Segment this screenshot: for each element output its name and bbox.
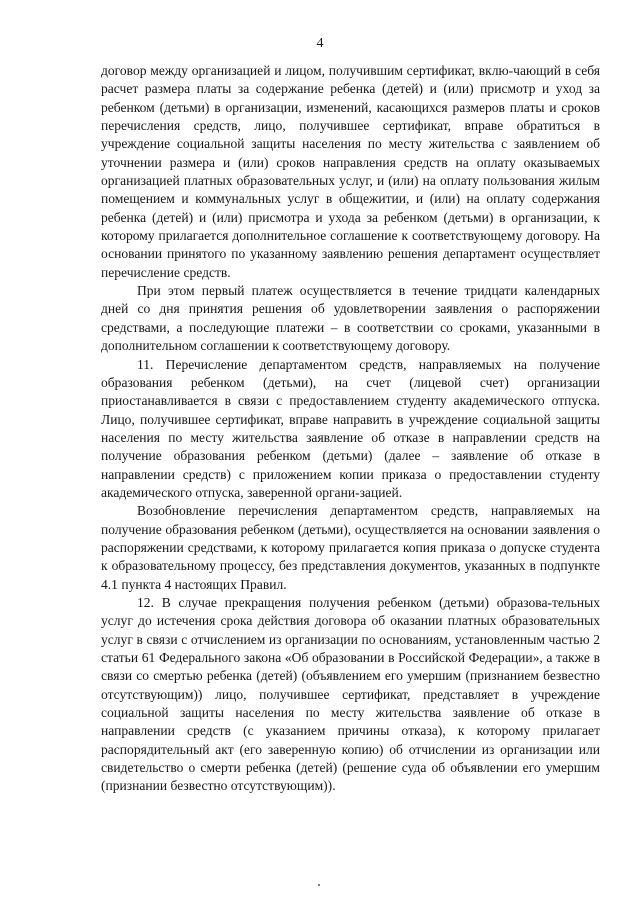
paragraph-first-payment: При этом первый платеж осуществляется в течение тридцати календарных дней со дня принятия решения об удовлетворении заявления о распоряжении средствами, а последующие платежи – в соответствии со сроками, указанными в дополнительном соглашении к соответствующему договору. [101, 283, 600, 354]
paragraph-resumption: Возобновление перечисления департаментом средств, направляемых на получение образования ребенком (детьми), осуществляется на основании заявления о распоряжении средствами, к которому прилагается копия приказа о допуске студента к образовательному процессу, без представления документов, указанных в подпункте 4.1 пункта 4 настоящих Правил. [101, 503, 600, 592]
paragraph-section-11: 11. Перечисление департаментом средств, направляемых на получение образования ребенком (детьми), на счет (лицевой счет) организации приостанавливается в связи с предоставлением студенту академического отпуска. Лицо, получившее сертификат, вправе направить в учреждение социальной защиты населения по месту жительства заявление об отказе в направлении средств на получение образования ребенком (детьми) (далее – заявление об отказе в направлении средств) с приложением копии приказа о предоставлении студенту академического отпуска, заверенной органи-зацией. [101, 356, 600, 500]
scan-speck [318, 884, 320, 886]
page-number: 4 [316, 36, 324, 51]
paragraph-section-12: 12. В случае прекращения получения ребенком (детьми) образова-тельных услуг до истечения срока действия договора об оказании платных образовательных услуг в связи с отчислением из организации по основаниям, установленным частью 2 статьи 61 Федерального закона «Об образовании в Российской Федерации», а также в связи со смертью ребенка (детей) (объявлением его умершим (признанием безвестно отсутствующим)) лицо, получившее сертификат, представляет в учреждение социальной защиты населения по месту жительства заявление об отказе в направлении средств (с указанием причины отказа), к которому прилагает распорядительный акт (его заверенную копию) об отчислении из организации или свидетельство о смерти ребенка (детей) (решение суда об объявлении его умершим (признании безвестно отсутствующим)). [101, 594, 600, 794]
document-body [101, 62, 600, 796]
paragraph-contract-amendment: договор между организацией и лицом, получившим сертификат, вклю-чающий в себя расчет размера платы за содержание ребенка (детей) и (или) присмотр и уход за ребенком (детьми) в организации, изменений, касающихся размеров платы и сроков перечисления средств, лицо, получившее сертификат, вправе обратиться в учреждение социальной защиты населения по месту жительства с заявлением об уточнении размера и (или) сроков направления средств на оплату оказываемых организацией платных образовательных услуг, и (или) на оплату пользования жилым помещением и коммунальных услуг в общежитии, и (или) на оплату содержания ребенка (детей) и (или) присмотра и ухода за ребенком (детьми) в организации, к которому прилагается дополнительное соглашение к соответствующему договору. На основании принятого по указанному заявлению решения департамент осуществляет перечисление средств. [101, 63, 600, 280]
